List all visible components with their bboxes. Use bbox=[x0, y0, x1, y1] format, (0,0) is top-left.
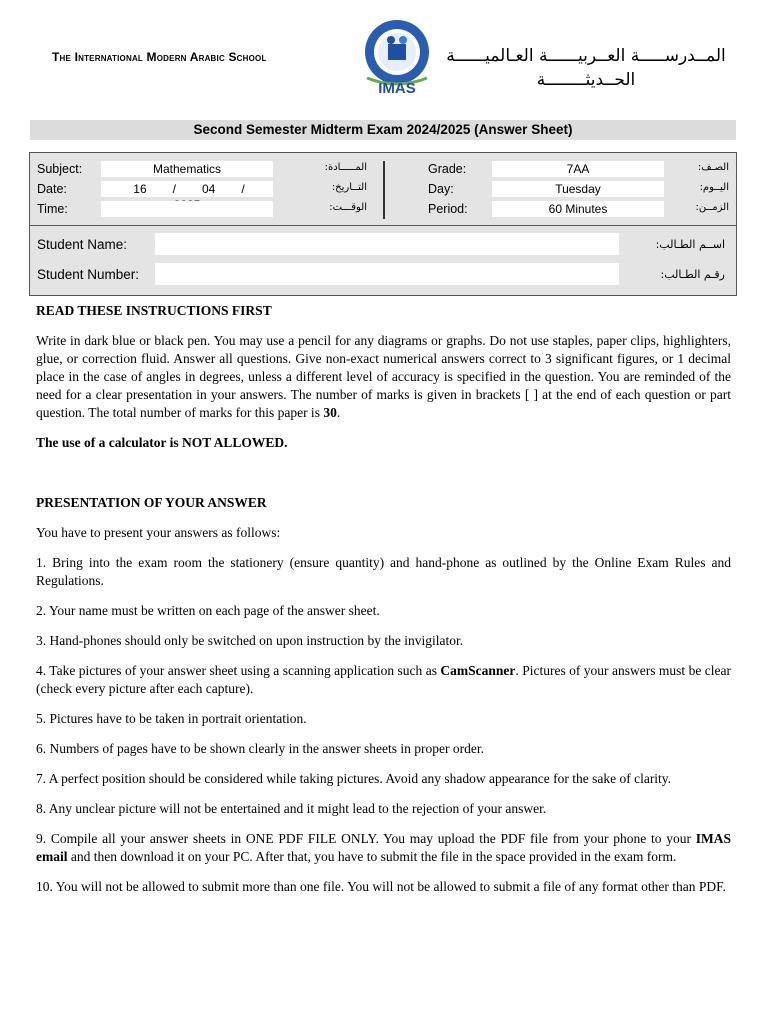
grade-label-ar: الصـف: bbox=[697, 162, 729, 173]
time-label: Time: bbox=[37, 202, 68, 216]
exam-title: Second Semester Midterm Exam 2024/2025 (Answer Sheet) bbox=[30, 120, 736, 140]
presentation-heading: PRESENTATION OF YOUR ANSWER bbox=[36, 495, 267, 510]
time-label-ar: الوقـــت: bbox=[329, 202, 367, 213]
period-label: Period: bbox=[428, 202, 468, 216]
grade-field[interactable]: 7AA bbox=[492, 161, 664, 177]
student-number-label-ar: رقـم الطـالب: bbox=[660, 268, 725, 281]
list-item: 8. Any unclear picture will not be entertained and it might lead to the rejection of your answer. bbox=[36, 801, 547, 816]
imas-email-text: IMAS email bbox=[36, 831, 731, 864]
school-name-arabic-line2: الحــديثــــــــة bbox=[536, 70, 636, 90]
list-item: 7. A perfect position should be considered while taking pictures. Avoid any shadow appearance for the sake of clarity. bbox=[36, 771, 672, 786]
student-name-label-ar: اســم الطـالب: bbox=[655, 238, 725, 251]
student-number-row bbox=[37, 263, 729, 287]
list-item bbox=[36, 662, 731, 698]
time-field[interactable] bbox=[101, 201, 273, 217]
day-row bbox=[428, 181, 729, 199]
date-month: 04 bbox=[201, 182, 216, 196]
date-day: 16 bbox=[133, 182, 147, 196]
instructions-paragraph bbox=[36, 332, 731, 422]
list-item: 1. Bring into the exam room the stationery (ensure quantity) and hand-phone as outlined by the Online Exam Rules and Regulations. bbox=[36, 555, 731, 588]
instructions-text: Write in dark blue or black pen. You may use a pencil for any diagrams or graphs. Do not use staples, paper clips, highlighters, glue, or correction fluid. Answer all questions. Give non-exact numerical answers correct to 3 significant figures, or 1 decimal place in the case of angles in degrees, unless a different level of accuracy is specified in the question. You are reminded of the need for a clear presentation in your answers. The number of marks is given in brackets [ ] at the end of each question or part question. The total number of marks for this paper is bbox=[36, 333, 731, 420]
list-item-text: 9. Compile all your answer sheets in ONE PDF FILE ONLY. You may upload the PDF file from your phone to your bbox=[36, 831, 696, 846]
period-field[interactable]: 60 Minutes bbox=[492, 201, 664, 217]
period-label-ar: الزمــن: bbox=[695, 202, 729, 213]
list-item-text: 4. Take pictures of your answer sheet using a scanning application such as bbox=[36, 663, 441, 678]
column-divider bbox=[383, 161, 385, 219]
list-item bbox=[36, 830, 731, 866]
date-label: Date: bbox=[37, 182, 67, 196]
subject-row bbox=[37, 161, 367, 179]
student-name-label: Student Name: bbox=[37, 237, 128, 252]
grade-label: Grade: bbox=[428, 162, 467, 176]
presentation-intro: You have to present your answers as follows: bbox=[36, 525, 281, 540]
student-name-field[interactable] bbox=[155, 233, 619, 255]
school-logo bbox=[355, 18, 439, 98]
date-separator: / bbox=[241, 182, 245, 196]
instructions-text-end: . bbox=[336, 405, 341, 420]
exam-info-box bbox=[29, 152, 737, 296]
info-divider bbox=[30, 225, 736, 226]
list-item: 5. Pictures have to be taken in portrait orientation. bbox=[36, 711, 307, 726]
subject-field[interactable]: Mathematics bbox=[101, 161, 273, 177]
student-number-label: Student Number: bbox=[37, 267, 140, 282]
date-field[interactable] bbox=[101, 181, 273, 197]
instructions-content bbox=[36, 302, 731, 908]
grade-row bbox=[428, 161, 729, 179]
list-item: 10. You will not be allowed to submit more than one file. You will not be allowed to submit a file of any format other than PDF. bbox=[36, 879, 726, 894]
logo-text: IMAS bbox=[378, 80, 416, 97]
subject-label: Subject: bbox=[37, 162, 83, 176]
list-item-text: . Pictures of your answers must be clear (check every picture after each capture). bbox=[36, 663, 731, 696]
student-number-field[interactable] bbox=[155, 263, 619, 285]
day-label-ar: اليــوم: bbox=[699, 182, 729, 193]
student-name-row bbox=[37, 233, 729, 257]
school-name-arabic bbox=[436, 44, 736, 92]
date-row bbox=[37, 181, 367, 199]
time-row bbox=[37, 201, 367, 219]
list-item: 2. Your name must be written on each page of the answer sheet. bbox=[36, 603, 380, 618]
instructions-heading: READ THESE INSTRUCTIONS FIRST bbox=[36, 303, 272, 318]
calculator-notice: The use of a calculator is NOT ALLOWED. bbox=[36, 435, 288, 450]
day-label: Day: bbox=[428, 182, 454, 196]
school-name-arabic-line1: المــدرســـــة العــربيــــــة العـالميــــــة bbox=[446, 46, 726, 66]
period-row bbox=[428, 201, 729, 219]
day-field[interactable]: Tuesday bbox=[492, 181, 664, 197]
subject-label-ar: المـــــادة: bbox=[324, 162, 367, 173]
list-item: 6. Numbers of pages have to be shown clearly in the answer sheets in proper order. bbox=[36, 741, 484, 756]
school-name-english: The International Modern Arabic School bbox=[52, 50, 267, 64]
list-item: 3. Hand-phones should only be switched on upon instruction by the invigilator. bbox=[36, 633, 464, 648]
total-marks: 30 bbox=[323, 405, 337, 420]
date-separator: / bbox=[172, 182, 176, 196]
date-label-ar: التــاريخ: bbox=[331, 182, 367, 193]
list-item-text: and then download it on your PC. After that, you have to submit the file in the space provided in the exam form. bbox=[67, 849, 677, 864]
camscanner-text: CamScanner bbox=[440, 663, 516, 678]
